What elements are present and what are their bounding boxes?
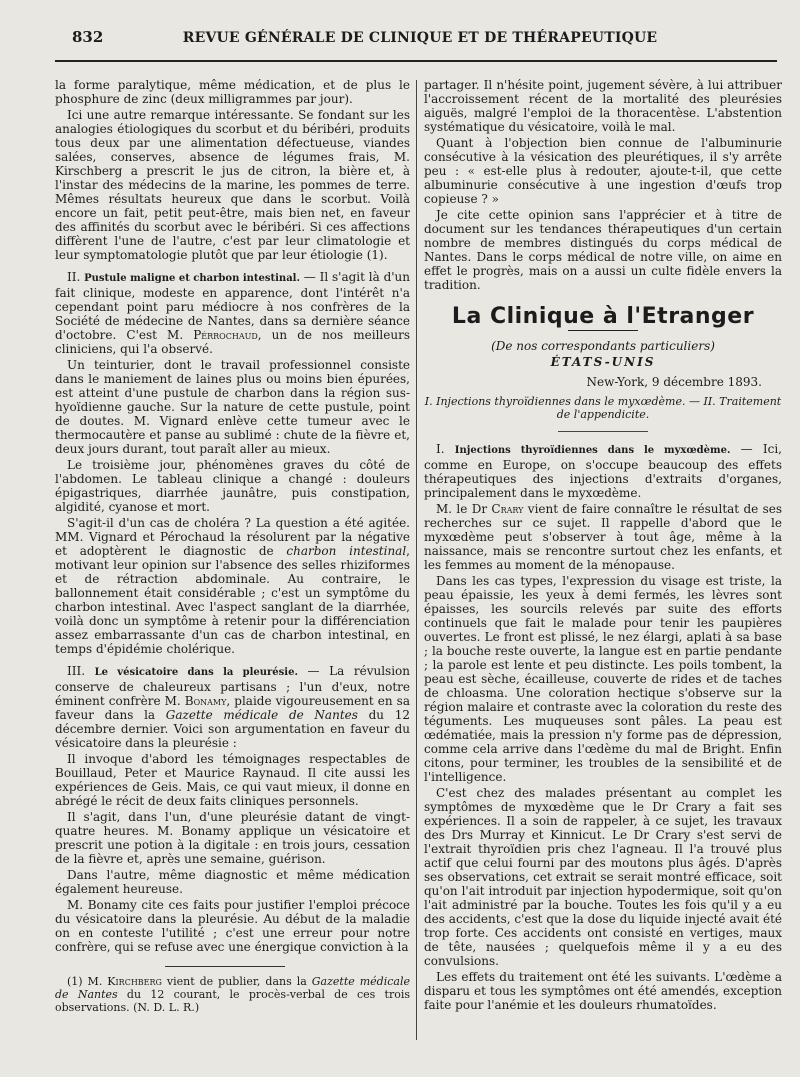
right-column	[424, 78, 782, 1014]
section-text: , plaide vigoureusement en sa faveur dans la	[55, 694, 410, 722]
paragraph: Je cite cette opinion sans l'apprécier et à titre de document sur les tendances thérapeutiques d'un certain nombre de membres distingués du corps médical de Nantes. Dans le corps médical de notre ville, on aime en effet le progrès, mais on a aussi un culte fidèle envers la tradition.	[424, 208, 782, 292]
contents-summary: I. Injections thyroïdiennes dans le myxœdème. — II. Traitement de l'appendicite.	[424, 395, 782, 421]
paragraph	[424, 502, 782, 572]
section-text: du 12 décembre dernier. Voici son argumentation en faveur du vésicatoire dans la pleurésie :	[55, 708, 411, 750]
author-name: Bonamy	[184, 694, 227, 708]
paragraph: Un teinturier, dont le travail professionnel consiste dans le maniement de laines plus ou moins bien épurées, est atteint d'une pustule de charbon dans la région sus-hyoïdienne gauche. Sur la nature de cette pustule, point de doutes. M. Vignard enlève cette tumeur avec le thermocautère et panse au sublimé : chute de la fièvre et, deux jours durant, tout paraît aller au mieux.	[55, 358, 410, 456]
paragraph	[55, 516, 410, 656]
header-rule	[55, 60, 777, 62]
column-divider	[416, 80, 417, 1040]
paragraph: M. Bonamy cite ces faits pour justifier l'emploi précoce du vésicatoire dans la pleurésie. Au début de la maladie on en conteste l'utilité ; c'est une erreur pour notre confrère, qui se refuse avec une énergique conviction à la	[55, 898, 410, 954]
section-text: — Ici, comme en Europe, on s'occupe beaucoup des effets thérapeutiques des injections d'extraits d'organes, principalement dans le myxœdème.	[424, 442, 782, 500]
paragraph: Le troisième jour, phénomènes graves du côté de l'abdomen. Le tableau clinique a changé : douleurs épigastriques, diarrhée jaunâtre, puis constipation, algidité, cyanose et mort.	[55, 458, 410, 514]
journal-title: Gazette médicale de Nantes	[165, 708, 358, 722]
section-iii	[55, 664, 410, 750]
section-number: III.	[67, 664, 86, 678]
section-number: II.	[67, 270, 81, 284]
paragraph: Dans les cas types, l'expression du visage est triste, la peau épaissie, les yeux à demi fermés, les lèvres sont épaisses, les sourcils relevés par suite des efforts continuels que fait le malade pour tenir les paupières ouvertes. Le front est plissé, le nez élargi, aplati à sa base ; la bouche reste ouverte, la langue est en partie pendante ; la parole est lente et peu distincte. Les poils tombent, la peau est sèche, écailleuse, couverte de rides et de taches de chloasma. Une coloration hectique s'observe sur la région malaire et contraste avec la coloration du reste des téguments. Les muqueuses sont pâles. La peau est œdématiée, mais la pression n'y forme pas de dépression, comme cela arrive dans l'œdème du mal de Bright. Enfin citons, pour terminer, les troubles de la sensibilité et de l'intelligence.	[424, 574, 782, 784]
footnote-text: du 12 courant, le procès-verbal de ces trois observations. (N. D. L. R.)	[55, 988, 411, 1014]
footnote-text: (1) M.	[67, 975, 108, 988]
section-text: , un de nos meilleurs cliniciens, qui l'a observé.	[55, 328, 410, 356]
country-title: ÉTATS-UNIS	[550, 355, 656, 369]
paragraph-text: M. le Dr	[436, 502, 492, 516]
page-number: 832	[72, 28, 104, 46]
footnote-rule	[165, 966, 285, 967]
emphasis: charbon intestinal	[286, 544, 407, 558]
section-title: Le vésicatoire dans la pleurésie.	[94, 667, 298, 678]
paragraph: la forme paralytique, même médication, et de plus le phosphure de zinc (deux milligrammes par jour).	[55, 78, 410, 106]
paragraph-text: S'agit-il d'un cas de choléra ? La question a été agitée. MM. Vignard et Pérochaud la résolurent par la négative et adoptèrent le diagnostic de	[55, 516, 410, 558]
running-title: REVUE GÉNÉRALE DE CLINIQUE ET DE THÉRAPEUTIQUE	[182, 30, 658, 46]
paragraph: Dans l'autre, même diagnostic et même médication également heureuse.	[55, 868, 410, 896]
section-text: — La révulsion conserve de chaleureux partisans ; l'un d'eux, notre éminent confrère M.	[55, 664, 410, 708]
journal-title: Gazette médicale de Nantes	[55, 975, 410, 1001]
paragraph: Quant à l'objection bien connue de l'albuminurie consécutive à la vésication des pleurétiques, il s'y arrête peu : « est-elle plus à redouter, ajoute-t-il, que cette albuminurie consécutive à une ingestion d'œufs trop copieuse ? »	[424, 136, 782, 206]
section-ii	[55, 270, 410, 356]
dateline: New-York, 9 décembre 1893.	[586, 375, 762, 389]
author-name: Pérrochaud	[193, 328, 258, 342]
left-column	[55, 78, 410, 1014]
footnote-text: vient de publier, dans la	[161, 975, 312, 988]
paragraph: Il invoque d'abord les témoignages respectables de Bouillaud, Peter et Maurice Raynaud. Il cite aussi les expériences de Geis. Mais, ce qui vaut mieux, il donne en abrégé le récit de deux faits cliniques personnels.	[55, 752, 410, 808]
author-name: Kirchberg	[107, 975, 162, 988]
heading-rule	[568, 330, 638, 331]
paragraph: Les effets du traitement ont été les suivants. L'œdème a disparu et tous les symptômes ont été amendés, exception faite pour l'anémie et les douleurs rhumatoïdes.	[424, 970, 782, 1012]
author-name: Crary	[491, 502, 524, 516]
paragraph: C'est chez des malades présentant au complet les symptômes de myxœdème que le Dr Crary a fait ses expériences. Il a soin de rappeler, à ce sujet, les travaux des Drs Murray et Kinnicut. Le Dr Crary s'est servi de l'extrait thyroïdien pris chez l'agneau. Il l'a trouvé plus actif que celui fourni par des moutons plus âgés. D'après ses observations, cet extrait se serait montré efficace, soit qu'on l'ait introduit par injection hypodermique, soit qu'on l'ait administré par la bouche. Toutes les fois qu'il y a eu des accidents, c'est que la dose du liquide injecté avait été trop forte. Ces accidents ont consisté en vertiges, maux de tête, nausées ; quelquefois même il y a eu des convulsions.	[424, 786, 782, 968]
subtitle: (De nos correspondants particuliers)	[491, 339, 715, 353]
section-heading: La Clinique à l'Etranger	[451, 304, 755, 329]
section-text: — Il s'agit là d'un fait clinique, modeste en apparence, dont l'intérêt n'a cependant point paru médiocre à nos confrères de la Société de médecine de Nantes, dans sa dernière séance d'octobre. C'est M.	[55, 270, 411, 342]
footnote	[55, 975, 410, 1014]
paragraph: Il s'agit, dans l'un, d'une pleurésie datant de vingt-quatre heures. M. Bonamy applique un vésicatoire et prescrit une potion à la digitale : en trois jours, cessation de la fièvre et, après une semaine, guérison.	[55, 810, 410, 866]
section-number: I.	[436, 442, 445, 456]
paragraph-text: vient de faire connaître le résultat de ses recherches sur ce sujet. Il rappelle d'abord que le myxœdème peut s'observer à tout âge, même à la naissance, mais se rencontre surtout chez les enfants, et les femmes au moment de la ménopause.	[424, 502, 782, 572]
paragraph-text: , motivant leur opinion sur l'absence des selles rhiziformes et de rétraction abdominale. Au contraire, le ballonnement était considérable ; c'est un symptôme du charbon intestinal. Avec l'aspect sanglant de la diarrhée, voilà donc un symptôme à retenir pour la différenciation assez embarrassante d'un cas de charbon intestinal, en temps d'épidémie cholérique.	[55, 544, 410, 656]
paragraph: partager. Il n'hésite point, jugement sévère, à lui attribuer l'accroissement récent de la mortalité des pleurésies aiguës, malgré l'emploi de la thoracentèse. L'abstention systématique du vésicatoire, voilà le mal.	[424, 78, 782, 134]
paragraph: Ici une autre remarque intéressante. Se fondant sur les analogies étiologiques du scorbut et du béribéri, produits tous deux par une alimentation défectueuse, viandes salées, conserves, absence de légumes frais, M. Kirschberg a prescrit le jus de citron, la bière et, à l'instar des médecins de la marine, les pommes de terre. Mêmes résultats heureux que dans le scorbut. Voilà encore un fait, petit peut-être, mais bien net, en faveur des affinités du scorbut avec le béribéri. Si ces affections diffèrent l'une de l'autre, c'est par leur climatologie et leur symptomatologie plutôt que par leur étiologie (1).	[55, 108, 410, 262]
contents-rule	[558, 431, 648, 432]
section-i	[424, 442, 782, 500]
section-title: Injections thyroïdiennes dans le myxœdème.	[454, 445, 731, 456]
section-title: Pustule maligne et charbon intestinal.	[84, 273, 300, 284]
